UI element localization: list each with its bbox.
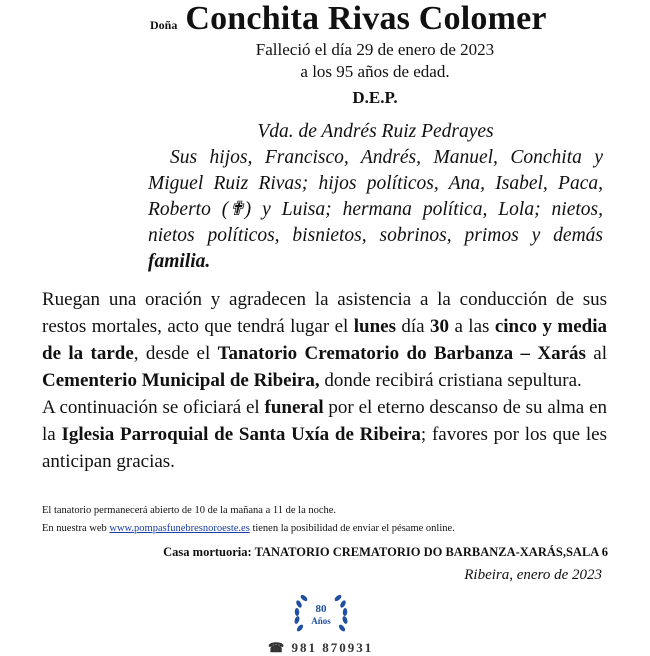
- laurel-wreath-icon: [290, 590, 352, 642]
- mortuary-value: TANATORIO CREMATORIO DO BARBANZA-XARÁS,SALA 6: [254, 545, 608, 559]
- ceremony-text: Ruegan una oración y agradecen la asistencia a la conducción de sus restos mortales, acto que tendrá lugar el: [42, 289, 607, 337]
- logo-word: Años: [311, 616, 331, 626]
- widow-of: Vda. de Andrés Ruiz Pedrayes: [257, 121, 494, 142]
- phone-icon: ☎: [268, 640, 287, 655]
- mortuary-line: [163, 545, 608, 560]
- deceased-name: Conchita Rivas Colomer: [185, 0, 547, 37]
- funeral-text: ; favores por los que les anticipan gracias.: [42, 424, 607, 472]
- ceremony-paragraph: [42, 286, 607, 394]
- logo-number: 80: [315, 603, 327, 615]
- ceremony-text: al: [585, 343, 607, 364]
- family-list: [148, 145, 603, 275]
- mortuary-label: Casa mortuoria:: [163, 545, 255, 559]
- header: [150, 0, 547, 38]
- web-note-text: En nuestra web: [42, 523, 110, 534]
- title-prefix: Doña: [150, 18, 178, 32]
- phone-line: [268, 640, 373, 656]
- ceremony-text: , desde el: [133, 343, 218, 364]
- funeral-text: A continuación se oficiará el: [42, 397, 265, 418]
- opening-hours-note: El tanatorio permanecerá abierto de 10 de la mañana a 11 de la noche.: [42, 505, 337, 516]
- anniversary-logo: [290, 590, 352, 642]
- phone-number: 981 870931: [291, 640, 374, 655]
- ceremony-text: día: [395, 316, 431, 337]
- family-block: [148, 119, 603, 275]
- place-date: Ribeira, enero de 2023: [464, 567, 602, 583]
- ceremony-block: [42, 286, 607, 475]
- funeral-paragraph: [42, 394, 607, 475]
- family-list-end: familia.: [148, 251, 211, 272]
- website-link[interactable]: www.pompasfunebresnoroeste.es: [109, 523, 250, 534]
- ceremony-date: 30: [430, 316, 450, 337]
- ceremony-origin: Tanatorio Crematorio do Barbanza – Xarás: [217, 343, 586, 364]
- funeral-word: funeral: [264, 397, 324, 418]
- death-date-line: Falleció el día 29 de enero de 2023: [255, 40, 495, 59]
- ceremony-time: cinco y media de la tarde: [42, 316, 607, 364]
- ceremony-day: lunes: [353, 316, 396, 337]
- age-line: a los 95 años de edad.: [300, 62, 450, 81]
- funeral-text: por el eterno descanso de su alma en la: [42, 397, 607, 445]
- rip-text: D.E.P.: [352, 88, 398, 107]
- web-note: [42, 523, 455, 534]
- funeral-church: Iglesia Parroquial de Santa Uxía de Ribeira: [61, 424, 421, 445]
- family-list-text: Sus hijos, Francisco, Andrés, Manuel, Conchita y Miguel Ruiz Rivas; hijos políticos, Ana, Isabel, Paca, Roberto (✟) y Luisa; hermana política, Lola; nietos, nietos políticos, bisnietos, sobrinos, primos y demás: [148, 147, 603, 246]
- ceremony-text: a las: [449, 316, 495, 337]
- ceremony-destination: Cementerio Municipal de Ribeira,: [42, 370, 320, 391]
- ceremony-text: donde recibirá cristiana sepultura.: [319, 370, 582, 391]
- web-note-text: tienen la posibilidad de enviar el pésame online.: [249, 523, 455, 534]
